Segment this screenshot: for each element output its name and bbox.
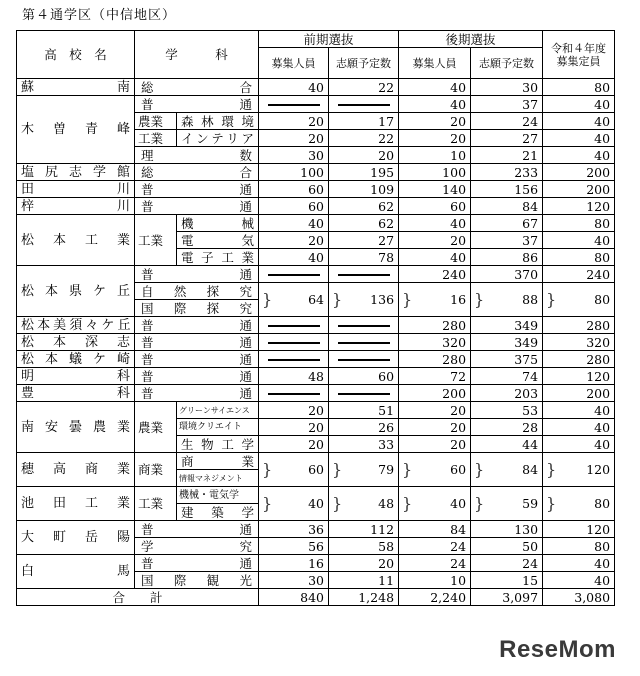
capacity: 200 [543, 164, 615, 181]
brace-icon: } [546, 460, 557, 479]
late-applicants: 349 [471, 317, 543, 334]
table-row [17, 96, 615, 113]
early-applicants: 62 [329, 198, 399, 215]
table-row [17, 453, 615, 470]
total-early-recruit: 840 [259, 589, 329, 606]
brace-icon: } [262, 494, 273, 513]
late-recruit: 240 [399, 266, 471, 283]
school-name: 白馬 [17, 555, 135, 589]
late-applicants: 37 [471, 232, 543, 249]
late-applicants: 24 [471, 555, 543, 572]
table-row [17, 79, 615, 96]
early-recruit: 56 [259, 538, 329, 555]
school-name: 梓川 [17, 198, 135, 215]
table-row [17, 266, 615, 283]
late-applicants: 86 [471, 249, 543, 266]
late-applicants: 67 [471, 215, 543, 232]
header-late-applicants: 志願予定数 [471, 48, 543, 79]
early-recruit: 40 [259, 215, 329, 232]
dept-name: 工業 [135, 130, 177, 147]
early-applicants: 33 [329, 436, 399, 453]
header-dept: 学 科 [135, 31, 259, 79]
school-name: 大町岳陽 [17, 521, 135, 555]
late-recruit: 72 [399, 368, 471, 385]
brace-icon: } [474, 460, 485, 479]
late-applicants: 203 [471, 385, 543, 402]
table-row [17, 164, 615, 181]
school-name: 田川 [17, 181, 135, 198]
late-applicants: 30 [471, 79, 543, 96]
early-recruit: } 64 [259, 283, 329, 317]
late-recruit: } 60 [399, 453, 471, 487]
school-name: 松本深志 [17, 334, 135, 351]
early-applicants: 58 [329, 538, 399, 555]
capacity: 80 [543, 249, 615, 266]
dept-name: 普通 [135, 334, 259, 351]
early-recruit-none [259, 317, 329, 334]
capacity: } 80 [543, 283, 615, 317]
school-name: 松本美須々ケ丘 [17, 317, 135, 334]
late-recruit: 20 [399, 402, 471, 419]
dept-name: 普通 [135, 96, 259, 113]
early-recruit: 20 [259, 232, 329, 249]
brace-icon: } [332, 494, 343, 513]
capacity: 40 [543, 555, 615, 572]
early-recruit: 20 [259, 436, 329, 453]
dept-name: 国際観光 [135, 572, 259, 589]
early-recruit-none [259, 334, 329, 351]
school-name: 穂高商業 [17, 453, 135, 487]
late-applicants: 74 [471, 368, 543, 385]
sub-dept-name: 生物工学 [177, 436, 259, 453]
brace-icon: } [262, 460, 273, 479]
school-name: 松本蟻ケ崎 [17, 351, 135, 368]
early-applicants: 22 [329, 130, 399, 147]
header-row-1 [17, 31, 615, 48]
early-applicants: 62 [329, 215, 399, 232]
late-recruit: 20 [399, 113, 471, 130]
early-recruit: 60 [259, 181, 329, 198]
brace-icon: } [332, 290, 343, 309]
capacity: 40 [543, 402, 615, 419]
header-early: 前期選抜 [259, 31, 399, 48]
late-applicants: 370 [471, 266, 543, 283]
early-recruit: 20 [259, 419, 329, 436]
brace-icon: } [332, 460, 343, 479]
sub-dept-name: 機械 [177, 215, 259, 232]
late-applicants: 37 [471, 96, 543, 113]
capacity: 80 [543, 215, 615, 232]
table-row [17, 521, 615, 538]
table-row [17, 351, 615, 368]
dept-name: 普通 [135, 317, 259, 334]
sub-dept-name: 建築学 [177, 504, 259, 521]
early-recruit: 40 [259, 249, 329, 266]
early-applicants-none [329, 266, 399, 283]
sub-dept-name: 情報マネジメント [177, 470, 259, 487]
late-applicants: 24 [471, 113, 543, 130]
late-recruit: 280 [399, 317, 471, 334]
brace-icon: } [402, 290, 413, 309]
total-row [17, 589, 615, 606]
capacity: 240 [543, 266, 615, 283]
sub-dept-name: 機械・電気学 [177, 487, 259, 504]
dept-name: 総合 [135, 79, 259, 96]
capacity: 320 [543, 334, 615, 351]
dept-name: 理数 [135, 147, 259, 164]
late-applicants: 233 [471, 164, 543, 181]
early-recruit: } 40 [259, 487, 329, 521]
table-row [17, 215, 615, 232]
dept-name: 普通 [135, 385, 259, 402]
school-name: 豊科 [17, 385, 135, 402]
page-title: 第４通学区（中信地区） [22, 8, 177, 23]
sub-dept-name: 電気 [177, 232, 259, 249]
dept-name: 普通 [135, 181, 259, 198]
late-recruit: } 40 [399, 487, 471, 521]
capacity: 40 [543, 147, 615, 164]
early-applicants: 20 [329, 147, 399, 164]
early-applicants: 17 [329, 113, 399, 130]
capacity: 280 [543, 351, 615, 368]
school-name: 木曽青峰 [17, 96, 135, 164]
late-recruit: 40 [399, 215, 471, 232]
header-school: 高 校 名 [17, 31, 135, 79]
table-row [17, 555, 615, 572]
late-applicants: 156 [471, 181, 543, 198]
school-name: 松本県ケ丘 [17, 266, 135, 317]
early-applicants: 112 [329, 521, 399, 538]
sub-dept-name: 電子工業 [177, 249, 259, 266]
sub-dept-name: グリーンサイエンス [177, 402, 259, 419]
dept-name: 普通 [135, 266, 259, 283]
late-applicants: 349 [471, 334, 543, 351]
capacity: } 120 [543, 453, 615, 487]
late-recruit: 280 [399, 351, 471, 368]
late-applicants: 130 [471, 521, 543, 538]
early-applicants-none [329, 317, 399, 334]
late-recruit: 40 [399, 249, 471, 266]
dept-name: 工業 [135, 215, 177, 266]
late-applicants: 53 [471, 402, 543, 419]
sub-dept-name: インテリア [177, 130, 259, 147]
dept-name: 普通 [135, 368, 259, 385]
early-recruit-none [259, 96, 329, 113]
capacity: 40 [543, 130, 615, 147]
late-recruit: 20 [399, 232, 471, 249]
early-recruit: 20 [259, 402, 329, 419]
late-recruit: 20 [399, 419, 471, 436]
table-row [17, 334, 615, 351]
school-name: 南安曇農業 [17, 402, 135, 453]
total-late-applicants: 3,097 [471, 589, 543, 606]
dept-name: 総合 [135, 164, 259, 181]
capacity: 200 [543, 181, 615, 198]
dept-name: 学究 [135, 538, 259, 555]
capacity: 200 [543, 385, 615, 402]
capacity: 280 [543, 317, 615, 334]
early-recruit: 20 [259, 130, 329, 147]
early-recruit: 60 [259, 198, 329, 215]
brace-icon: } [474, 494, 485, 513]
table-row [17, 317, 615, 334]
school-name: 塩尻志学館 [17, 164, 135, 181]
dept-name: 普通 [135, 555, 259, 572]
early-recruit: 20 [259, 113, 329, 130]
late-applicants: 21 [471, 147, 543, 164]
capacity: 120 [543, 198, 615, 215]
table-row [17, 385, 615, 402]
capacity: 40 [543, 436, 615, 453]
early-applicants: } 79 [329, 453, 399, 487]
late-applicants: 15 [471, 572, 543, 589]
dept-name: 農業 [135, 113, 177, 130]
capacity: 40 [543, 96, 615, 113]
early-applicants: 20 [329, 555, 399, 572]
sub-dept-name: 環境クリエイト [177, 419, 259, 436]
late-recruit: 100 [399, 164, 471, 181]
resemom-logo: ReseMom [499, 636, 616, 663]
capacity: 120 [543, 521, 615, 538]
capacity: } 80 [543, 487, 615, 521]
late-applicants: } 59 [471, 487, 543, 521]
brace-icon: } [474, 290, 485, 309]
table-row [17, 487, 615, 504]
early-applicants-none [329, 334, 399, 351]
brace-icon: } [546, 290, 557, 309]
late-recruit: 60 [399, 198, 471, 215]
early-recruit-none [259, 351, 329, 368]
late-applicants: 28 [471, 419, 543, 436]
late-recruit: 20 [399, 436, 471, 453]
capacity: 120 [543, 368, 615, 385]
late-recruit: 200 [399, 385, 471, 402]
late-recruit: 84 [399, 521, 471, 538]
dept-name: 農業 [135, 402, 177, 453]
early-recruit: 30 [259, 147, 329, 164]
early-recruit: 30 [259, 572, 329, 589]
school-name: 池田工業 [17, 487, 135, 521]
late-recruit: 140 [399, 181, 471, 198]
table-row [17, 368, 615, 385]
early-recruit: 36 [259, 521, 329, 538]
admissions-table [16, 30, 615, 606]
header-early-applicants: 志願予定数 [329, 48, 399, 79]
late-applicants: } 88 [471, 283, 543, 317]
dept-name: 普通 [135, 351, 259, 368]
table-row [17, 198, 615, 215]
late-applicants: 50 [471, 538, 543, 555]
early-applicants-none [329, 351, 399, 368]
total-late-recruit: 2,240 [399, 589, 471, 606]
capacity: 40 [543, 572, 615, 589]
late-recruit: 20 [399, 130, 471, 147]
total-early-applicants: 1,248 [329, 589, 399, 606]
early-recruit-none [259, 385, 329, 402]
capacity: 40 [543, 419, 615, 436]
total-capacity: 3,080 [543, 589, 615, 606]
late-recruit: 320 [399, 334, 471, 351]
late-recruit: 40 [399, 79, 471, 96]
total-label: 合 計 [17, 589, 259, 606]
early-applicants: 26 [329, 419, 399, 436]
early-recruit: 16 [259, 555, 329, 572]
dept-name: 自然探究 [135, 283, 259, 300]
header-early-recruit: 募集人員 [259, 48, 329, 79]
dept-name: 商業 [135, 453, 177, 487]
brace-icon: } [402, 460, 413, 479]
table-row [17, 181, 615, 198]
dept-name: 国際探究 [135, 300, 259, 317]
late-applicants: 44 [471, 436, 543, 453]
early-recruit: 40 [259, 79, 329, 96]
brace-icon: } [402, 494, 413, 513]
early-applicants: 11 [329, 572, 399, 589]
capacity: 40 [543, 113, 615, 130]
early-applicants-none [329, 385, 399, 402]
dept-name: 普通 [135, 521, 259, 538]
school-name: 松本工業 [17, 215, 135, 266]
brace-icon: } [262, 290, 273, 309]
late-recruit: 10 [399, 572, 471, 589]
late-applicants: 27 [471, 130, 543, 147]
sub-dept-name: 商業 [177, 453, 259, 470]
late-recruit: } 16 [399, 283, 471, 317]
early-applicants: } 136 [329, 283, 399, 317]
early-applicants: 60 [329, 368, 399, 385]
late-recruit: 24 [399, 538, 471, 555]
school-name: 蘇南 [17, 79, 135, 96]
late-recruit: 40 [399, 96, 471, 113]
early-applicants: 195 [329, 164, 399, 181]
early-recruit: 100 [259, 164, 329, 181]
table-row [17, 402, 615, 419]
capacity: 80 [543, 79, 615, 96]
late-applicants: } 84 [471, 453, 543, 487]
capacity: 80 [543, 538, 615, 555]
dept-name: 工業 [135, 487, 177, 521]
early-recruit-none [259, 266, 329, 283]
late-applicants: 375 [471, 351, 543, 368]
early-recruit: } 60 [259, 453, 329, 487]
sub-dept-name: 森林環境 [177, 113, 259, 130]
header-late-recruit: 募集人員 [399, 48, 471, 79]
late-recruit: 10 [399, 147, 471, 164]
early-applicants: 22 [329, 79, 399, 96]
early-applicants: 109 [329, 181, 399, 198]
late-applicants: 84 [471, 198, 543, 215]
brace-icon: } [546, 494, 557, 513]
early-applicants-none [329, 96, 399, 113]
capacity: 40 [543, 232, 615, 249]
late-recruit: 24 [399, 555, 471, 572]
header-late: 後期選抜 [399, 31, 543, 48]
early-applicants: 78 [329, 249, 399, 266]
header-capacity: 令和４年度募集定員 [543, 31, 615, 79]
early-recruit: 48 [259, 368, 329, 385]
dept-name: 普通 [135, 198, 259, 215]
early-applicants: } 48 [329, 487, 399, 521]
early-applicants: 27 [329, 232, 399, 249]
early-applicants: 51 [329, 402, 399, 419]
school-name: 明科 [17, 368, 135, 385]
